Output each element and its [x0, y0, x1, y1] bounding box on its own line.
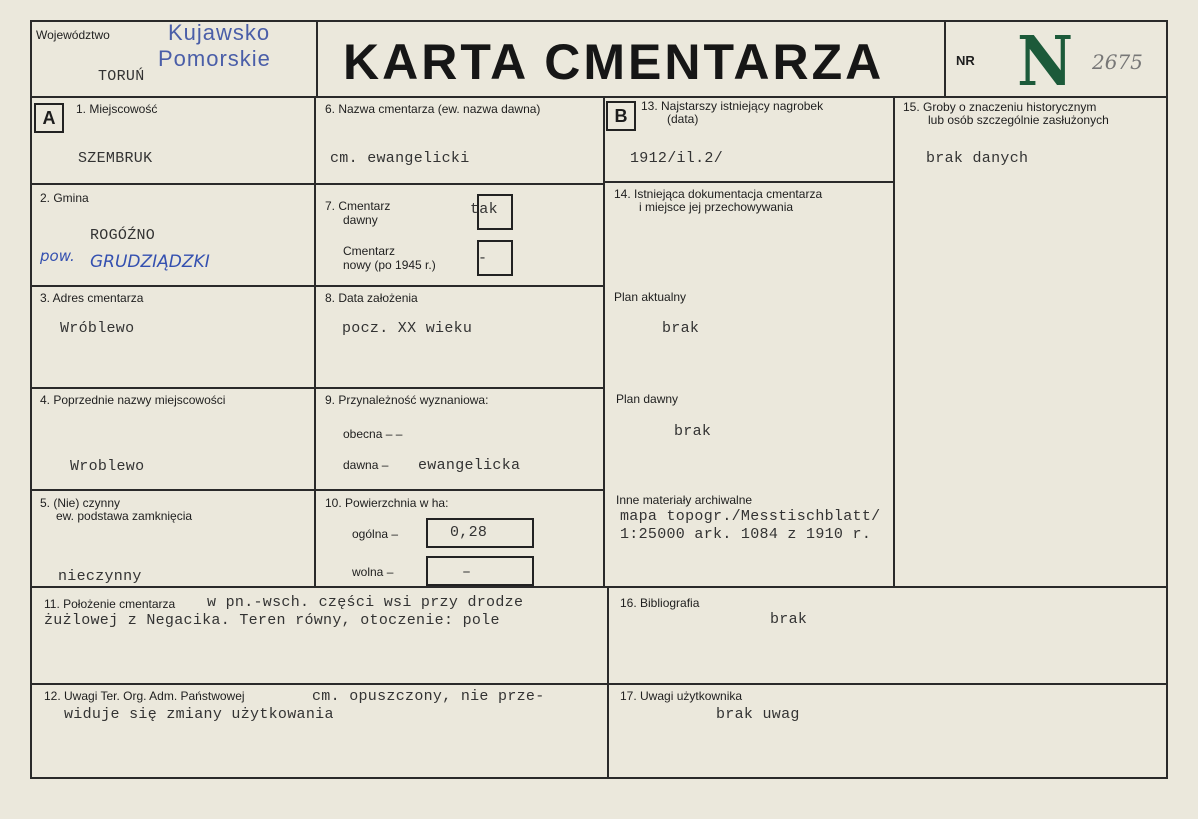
nr-number: 2675 [1092, 50, 1143, 74]
field-5-label-line2: ew. podstawa zamknięcia [56, 509, 193, 523]
archive-materials-line2: 1:25000 ark. 1084 z 1910 r. [620, 526, 872, 543]
plan-current-label: Plan aktualny [614, 290, 687, 304]
field-6-label: 6. Nazwa cmentarza (ew. nazwa dawna) [325, 102, 541, 116]
frame-right [1166, 20, 1168, 778]
field-2-handwritten-county: GRUDZIĄDZKI [90, 252, 210, 272]
field-2-handwritten-prefix: pow. [40, 247, 75, 265]
field-7-new-label: Cmentarz [343, 244, 396, 258]
col-a-sep [314, 96, 316, 588]
archive-materials-line1: mapa topogr./Messtischblatt/ [620, 508, 881, 525]
field-8-label: 8. Data założenia [325, 291, 418, 305]
row-divider-12 [30, 683, 1168, 685]
field-17-value: brak uwag [716, 706, 800, 723]
frame-left [30, 20, 32, 778]
section-a-marker: A [34, 103, 64, 133]
section-b-marker: B [606, 101, 636, 131]
a-row-1 [30, 183, 316, 185]
field-10-total-label: ogólna – [352, 527, 399, 541]
a-row-3 [30, 387, 316, 389]
voivodeship-label: Województwo [36, 28, 110, 42]
field-17-label: 17. Uwagi użytkownika [620, 689, 743, 703]
field-14-label-line2: i miejsce jej przechowywania [639, 200, 794, 214]
field-1-label: 1. Miejscowość [76, 102, 158, 116]
header-sep-1 [316, 20, 318, 98]
field-14-label: 14. Istniejąca dokumentacja cmentarza [614, 187, 823, 201]
field-13-label: 13. Najstarszy istniejący nagrobek [641, 99, 824, 113]
field-5-value: nieczynny [58, 568, 142, 585]
col-mid-sep [603, 96, 605, 588]
field-12-value-line1: cm. opuszczony, nie prze- [312, 688, 545, 705]
field-11-label: 11. Położenie cmentarza [44, 597, 176, 611]
field-7-new-value: - [478, 250, 488, 267]
a-row-4 [30, 489, 316, 491]
row-divider-11 [30, 586, 1168, 588]
field-11-value-line2: żużlowej z Negacika. Teren równy, otoczenie: pole [44, 612, 500, 629]
field-10-free-label: wolna – [352, 565, 394, 579]
field-13-label-line2: (data) [667, 112, 699, 126]
field-2-label: 2. Gmina [40, 191, 89, 205]
voivodeship-value: TORUŃ [98, 68, 145, 85]
lower-sep [607, 586, 609, 778]
nr-label: NR [956, 53, 975, 68]
field-11-value-line1: w pn.-wsch. części wsi przy drodze [207, 594, 524, 611]
header-sep-2 [944, 20, 946, 98]
plan-old-value: brak [674, 423, 712, 440]
field-1-value: SZEMBRUK [78, 150, 153, 167]
plan-current-value: brak [662, 320, 700, 337]
nr-letter: N [1017, 22, 1074, 102]
field-7-new-label-line2: nowy (po 1945 r.) [343, 258, 436, 272]
field-12-label: 12. Uwagi Ter. Org. Adm. Państwowej [44, 689, 245, 703]
field-10-free-box [426, 556, 534, 586]
field-9-former-label: dawna – [343, 458, 389, 472]
field-3-value: Wróblewo [60, 320, 135, 337]
field-7-old-label-line2: dawny [343, 213, 378, 227]
col-b-sep [893, 96, 895, 588]
field-4-value: Wroblewo [70, 458, 145, 475]
page-title: KARTA CMENTARZA [343, 34, 885, 90]
field-7-label: 7. Cmentarz [325, 199, 391, 213]
field-9-current-label: obecna – – [343, 427, 403, 441]
field-13-value: 1912/il.2/ [630, 150, 724, 167]
m-row-3 [316, 387, 604, 389]
field-15-label: 15. Groby o znaczeniu historycznym [903, 100, 1097, 114]
stamp-line-1: Kujawsko [168, 20, 271, 45]
frame-bottom [30, 777, 1168, 779]
archive-materials-label: Inne materiały archiwalne [616, 493, 753, 507]
field-5-label: 5. (Nie) czynny [40, 496, 121, 510]
field-6-value: cm. ewangelicki [330, 150, 470, 167]
field-15-label-line2: lub osób szczególnie zasłużonych [928, 113, 1109, 127]
field-3-label: 3. Adres cmentarza [40, 291, 144, 305]
field-7-old-value: tak [470, 201, 498, 218]
m-row-1 [316, 183, 604, 185]
b-row-1 [605, 181, 894, 183]
field-15-value: brak danych [926, 150, 1029, 167]
field-10-free-value: – [462, 564, 472, 581]
m-row-2 [316, 285, 604, 287]
field-8-value: pocz. XX wieku [342, 320, 473, 337]
header-divider [30, 96, 1168, 98]
field-2-value: ROGÓŹNO [90, 227, 156, 244]
field-9-label: 9. Przynależność wyznaniowa: [325, 393, 489, 407]
field-10-total-value: 0,28 [450, 524, 488, 541]
stamp-line-2: Pomorskie [158, 46, 271, 71]
field-4-label: 4. Poprzednie nazwy miejscowości [40, 393, 226, 407]
field-9-former-value: ewangelicka [418, 457, 521, 474]
field-16-label: 16. Bibliografia [620, 596, 700, 610]
field-12-value-line2: widuje się zmiany użytkowania [64, 706, 334, 723]
a-row-2 [30, 285, 316, 287]
m-row-4 [316, 489, 604, 491]
field-16-value: brak [770, 611, 808, 628]
plan-old-label: Plan dawny [616, 392, 679, 406]
field-10-label: 10. Powierzchnia w ha: [325, 496, 449, 510]
